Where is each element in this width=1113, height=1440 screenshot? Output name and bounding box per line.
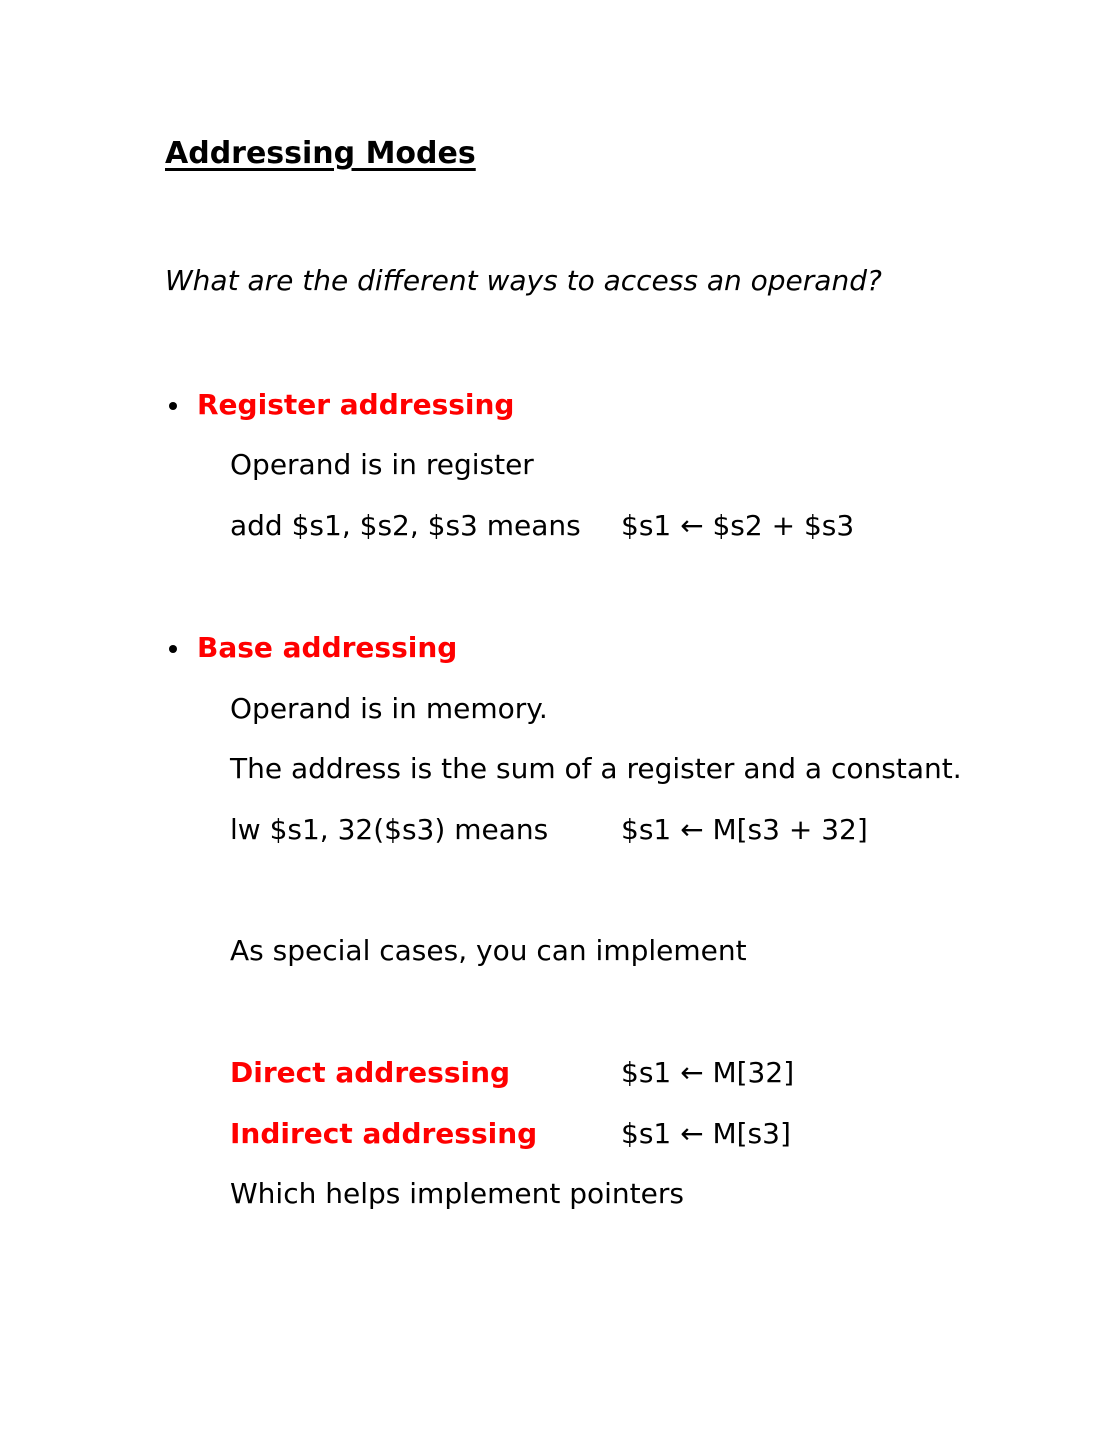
register-description: Operand is in register bbox=[230, 448, 534, 481]
base-addressing-heading: Base addressing bbox=[197, 631, 458, 664]
register-example: add $s1, $s2, $s3 means bbox=[230, 509, 581, 542]
direct-addressing-label: Direct addressing bbox=[230, 1056, 511, 1089]
register-addressing-heading: Register addressing bbox=[197, 388, 515, 421]
base-meaning: $s1 ← M[s3 + 32] bbox=[621, 813, 868, 846]
bullet-icon bbox=[165, 631, 187, 665]
intro-question: What are the different ways to access an operand? bbox=[165, 264, 882, 297]
bullet-icon bbox=[165, 388, 187, 422]
indirect-addressing-label: Indirect addressing bbox=[230, 1117, 538, 1150]
pointers-note: Which helps implement pointers bbox=[230, 1177, 684, 1210]
special-cases-intro: As special cases, you can implement bbox=[230, 934, 747, 967]
base-example: lw $s1, 32($s3) means bbox=[230, 813, 549, 846]
indirect-addressing-meaning: $s1 ← M[s3] bbox=[621, 1117, 791, 1150]
register-meaning: $s1 ← $s2 + $s3 bbox=[621, 509, 855, 542]
base-description-1: Operand is in memory. bbox=[230, 692, 548, 725]
base-description-2: The address is the sum of a register and a constant. bbox=[230, 752, 962, 785]
page-title: Addressing Modes bbox=[165, 136, 476, 171]
direct-addressing-meaning: $s1 ← M[32] bbox=[621, 1056, 795, 1089]
